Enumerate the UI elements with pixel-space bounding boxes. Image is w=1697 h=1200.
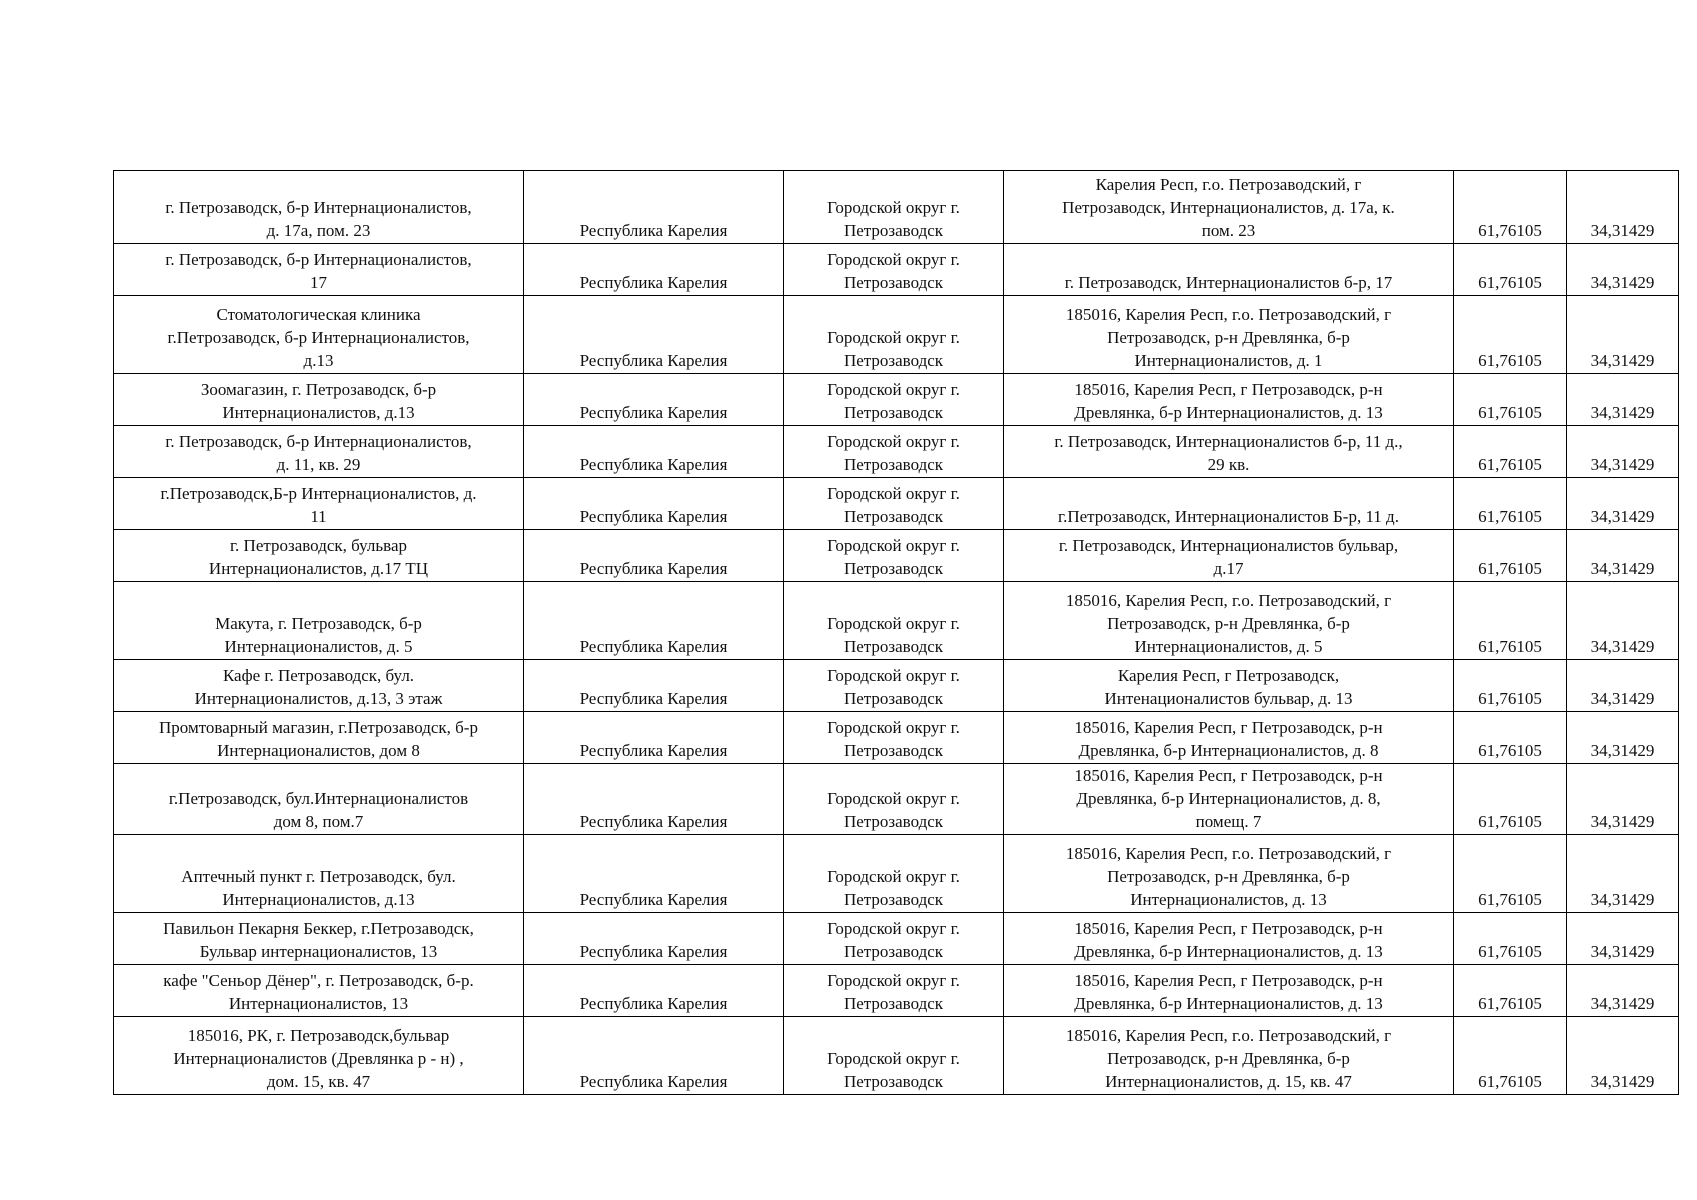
region-cell: Республика Карелия: [524, 913, 784, 965]
region-cell: Республика Карелия: [524, 171, 784, 244]
region-cell: Республика Карелия: [524, 478, 784, 530]
address-cell: 185016, РК, г. Петрозаводск,бульвар Интернационалистов (Древлянка р - н) , дом. 15, кв. 47: [114, 1017, 524, 1095]
full-address-cell: Карелия Респ, г.о. Петрозаводский, г Петрозаводск, Интернационалистов, д. 17а, к. пом. 23: [1004, 171, 1454, 244]
table-row: [114, 913, 1679, 965]
region-cell: Республика Карелия: [524, 660, 784, 712]
longitude-cell: 34,31429: [1567, 965, 1679, 1017]
full-address-cell: г.Петрозаводск, Интернационалистов Б-р, 11 д.: [1004, 478, 1454, 530]
longitude-cell: 34,31429: [1567, 296, 1679, 374]
region-cell: Республика Карелия: [524, 426, 784, 478]
municipality-cell: Городской округ г. Петрозаводск: [784, 1017, 1004, 1095]
longitude-cell: 34,31429: [1567, 660, 1679, 712]
municipality-cell: Городской округ г. Петрозаводск: [784, 296, 1004, 374]
address-cell: г. Петрозаводск, бульвар Интернационалистов, д.17 ТЦ: [114, 530, 524, 582]
table-row: [114, 835, 1679, 913]
address-cell: Зоомагазин, г. Петрозаводск, б-р Интернационалистов, д.13: [114, 374, 524, 426]
longitude-cell: 34,31429: [1567, 171, 1679, 244]
longitude-cell: 34,31429: [1567, 835, 1679, 913]
municipality-cell: Городской округ г. Петрозаводск: [784, 426, 1004, 478]
longitude-cell: 34,31429: [1567, 1017, 1679, 1095]
region-cell: Республика Карелия: [524, 296, 784, 374]
table-row: [114, 244, 1679, 296]
full-address-cell: 185016, Карелия Респ, г Петрозаводск, р-н Древлянка, б-р Интернационалистов, д. 8, помещ. 7: [1004, 764, 1454, 835]
region-cell: Республика Карелия: [524, 374, 784, 426]
full-address-cell: 185016, Карелия Респ, г.о. Петрозаводский, г Петрозаводск, р-н Древлянка, б-р Интернационалистов, д. 1: [1004, 296, 1454, 374]
full-address-cell: г. Петрозаводск, Интернационалистов бульвар, д.17: [1004, 530, 1454, 582]
table-row: [114, 965, 1679, 1017]
longitude-cell: 34,31429: [1567, 426, 1679, 478]
full-address-cell: 185016, Карелия Респ, г Петрозаводск, р-н Древлянка, б-р Интернационалистов, д. 13: [1004, 374, 1454, 426]
municipality-cell: Городской округ г. Петрозаводск: [784, 478, 1004, 530]
latitude-cell: 61,76105: [1454, 913, 1567, 965]
latitude-cell: 61,76105: [1454, 478, 1567, 530]
municipality-cell: Городской округ г. Петрозаводск: [784, 244, 1004, 296]
address-cell: Стоматологическая клиника г.Петрозаводск, б-р Интернационалистов, д.13: [114, 296, 524, 374]
municipality-cell: Городской округ г. Петрозаводск: [784, 712, 1004, 764]
table-row: [114, 478, 1679, 530]
table-row: [114, 374, 1679, 426]
address-cell: г.Петрозаводск,Б-р Интернационалистов, д. 11: [114, 478, 524, 530]
region-cell: Республика Карелия: [524, 1017, 784, 1095]
full-address-cell: 185016, Карелия Респ, г Петрозаводск, р-н Древлянка, б-р Интернационалистов, д. 8: [1004, 712, 1454, 764]
latitude-cell: 61,76105: [1454, 712, 1567, 764]
address-cell: Макута, г. Петрозаводск, б-р Интернационалистов, д. 5: [114, 582, 524, 660]
region-cell: Республика Карелия: [524, 582, 784, 660]
address-cell: г. Петрозаводск, б-р Интернационалистов, 17: [114, 244, 524, 296]
address-cell: г. Петрозаводск, б-р Интернационалистов, д. 11, кв. 29: [114, 426, 524, 478]
latitude-cell: 61,76105: [1454, 244, 1567, 296]
longitude-cell: 34,31429: [1567, 374, 1679, 426]
latitude-cell: 61,76105: [1454, 660, 1567, 712]
address-table: [113, 170, 1679, 1095]
address-cell: Промтоварный магазин, г.Петрозаводск, б-р Интернационалистов, дом 8: [114, 712, 524, 764]
full-address-cell: 185016, Карелия Респ, г Петрозаводск, р-н Древлянка, б-р Интернационалистов, д. 13: [1004, 965, 1454, 1017]
latitude-cell: 61,76105: [1454, 296, 1567, 374]
municipality-cell: Городской округ г. Петрозаводск: [784, 913, 1004, 965]
region-cell: Республика Карелия: [524, 764, 784, 835]
longitude-cell: 34,31429: [1567, 712, 1679, 764]
full-address-cell: 185016, Карелия Респ, г.о. Петрозаводский, г Петрозаводск, р-н Древлянка, б-р Интернационалистов, д. 15, кв. 47: [1004, 1017, 1454, 1095]
longitude-cell: 34,31429: [1567, 582, 1679, 660]
table-row: [114, 764, 1679, 835]
table-row: [114, 582, 1679, 660]
address-cell: кафе "Сеньор Дёнер", г. Петрозаводск, б-р. Интернационалистов, 13: [114, 965, 524, 1017]
region-cell: Республика Карелия: [524, 244, 784, 296]
latitude-cell: 61,76105: [1454, 582, 1567, 660]
municipality-cell: Городской округ г. Петрозаводск: [784, 582, 1004, 660]
latitude-cell: 61,76105: [1454, 965, 1567, 1017]
latitude-cell: 61,76105: [1454, 764, 1567, 835]
longitude-cell: 34,31429: [1567, 913, 1679, 965]
longitude-cell: 34,31429: [1567, 244, 1679, 296]
table-row: [114, 296, 1679, 374]
latitude-cell: 61,76105: [1454, 835, 1567, 913]
longitude-cell: 34,31429: [1567, 478, 1679, 530]
latitude-cell: 61,76105: [1454, 530, 1567, 582]
region-cell: Республика Карелия: [524, 530, 784, 582]
table-row: [114, 530, 1679, 582]
full-address-cell: г. Петрозаводск, Интернационалистов б-р, 17: [1004, 244, 1454, 296]
latitude-cell: 61,76105: [1454, 1017, 1567, 1095]
latitude-cell: 61,76105: [1454, 426, 1567, 478]
address-cell: г. Петрозаводск, б-р Интернационалистов, д. 17а, пом. 23: [114, 171, 524, 244]
municipality-cell: Городской округ г. Петрозаводск: [784, 530, 1004, 582]
full-address-cell: 185016, Карелия Респ, г.о. Петрозаводский, г Петрозаводск, р-н Древлянка, б-р Интернационалистов, д. 5: [1004, 582, 1454, 660]
municipality-cell: Городской округ г. Петрозаводск: [784, 660, 1004, 712]
region-cell: Республика Карелия: [524, 965, 784, 1017]
table-row: [114, 171, 1679, 244]
municipality-cell: Городской округ г. Петрозаводск: [784, 374, 1004, 426]
latitude-cell: 61,76105: [1454, 374, 1567, 426]
region-cell: Республика Карелия: [524, 835, 784, 913]
municipality-cell: Городской округ г. Петрозаводск: [784, 835, 1004, 913]
table-row: [114, 712, 1679, 764]
municipality-cell: Городской округ г. Петрозаводск: [784, 965, 1004, 1017]
region-cell: Республика Карелия: [524, 712, 784, 764]
address-cell: Кафе г. Петрозаводск, бул. Интернационалистов, д.13, 3 этаж: [114, 660, 524, 712]
table-row: [114, 660, 1679, 712]
address-cell: Павильон Пекарня Беккер, г.Петрозаводск, Бульвар интернационалистов, 13: [114, 913, 524, 965]
full-address-cell: Карелия Респ, г Петрозаводск, Интенационалистов бульвар, д. 13: [1004, 660, 1454, 712]
longitude-cell: 34,31429: [1567, 530, 1679, 582]
municipality-cell: Городской округ г. Петрозаводск: [784, 764, 1004, 835]
latitude-cell: 61,76105: [1454, 171, 1567, 244]
table-row: [114, 426, 1679, 478]
full-address-cell: 185016, Карелия Респ, г.о. Петрозаводский, г Петрозаводск, р-н Древлянка, б-р Интернационалистов, д. 13: [1004, 835, 1454, 913]
full-address-cell: г. Петрозаводск, Интернационалистов б-р, 11 д., 29 кв.: [1004, 426, 1454, 478]
municipality-cell: Городской округ г. Петрозаводск: [784, 171, 1004, 244]
table-row: [114, 1017, 1679, 1095]
longitude-cell: 34,31429: [1567, 764, 1679, 835]
address-cell: г.Петрозаводск, бул.Интернационалистов дом 8, пом.7: [114, 764, 524, 835]
full-address-cell: 185016, Карелия Респ, г Петрозаводск, р-н Древлянка, б-р Интернационалистов, д. 13: [1004, 913, 1454, 965]
address-cell: Аптечный пункт г. Петрозаводск, бул. Интернационалистов, д.13: [114, 835, 524, 913]
